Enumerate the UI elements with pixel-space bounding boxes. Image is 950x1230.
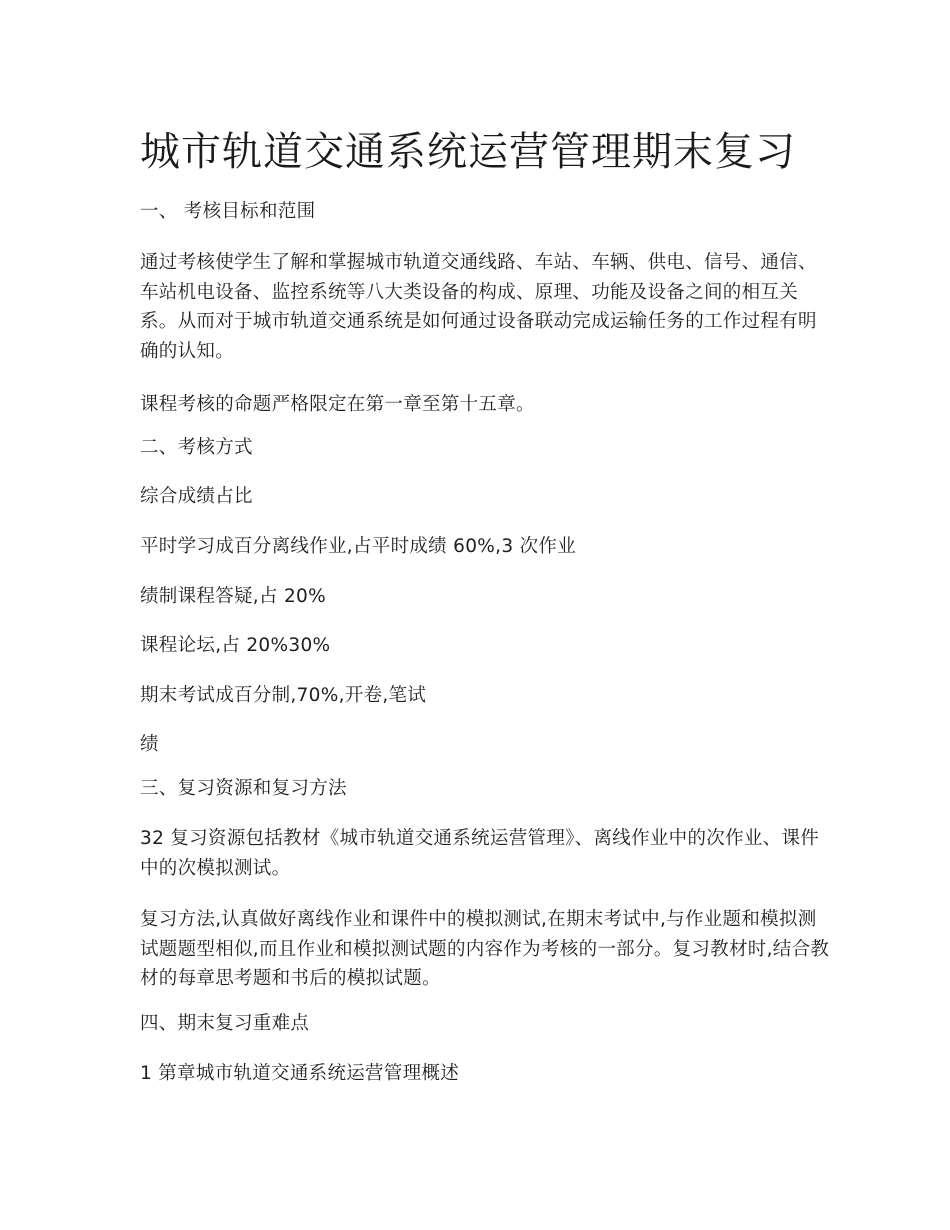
paragraph-homework: 平时学习成百分离线作业,占平时成绩 60%,3 次作业 — [140, 536, 577, 557]
paragraph-methods: 复习方法,认真做好离线作业和课件中的模拟测试,在期末考试中,与作业题和模拟测试题题型相似,而且作业和模拟测试题的内容作为考核的一部分。复习教材时,结合教材的每章思考题和书后的模拟试题。 — [140, 909, 830, 989]
section-heading-2: 二、考核方式 — [140, 437, 253, 458]
document-title: 城市轨道交通系统运营管理期末复习 — [140, 129, 796, 175]
paragraph-chapter-1: 1 第章城市轨道交通系统运营管理概述 — [140, 1063, 460, 1084]
section-heading-3: 三、复习资源和复习方法 — [140, 778, 347, 799]
section-heading-4: 四、期末复习重难点 — [140, 1013, 310, 1034]
paragraph-qa: 绩制课程答疑,占 20% — [140, 586, 326, 607]
paragraph-fragment: 绩 — [140, 734, 159, 755]
paragraph-score-ratio: 综合成绩占比 — [140, 486, 253, 507]
paragraph-resources: 32 复习资源包括教材《城市轨道交通系统运营管理》、离线作业中的次作业、课件中的次模拟测试。 — [140, 828, 820, 879]
paragraph-final-exam: 期末考试成百分制,70%,开卷,笔试 — [140, 685, 427, 706]
paragraph-objectives: 通过考核使学生了解和掌握城市轨道交通线路、车站、车辆、供电、信号、通信、车站机电设备、监控系统等八大类设备的构成、原理、功能及设备之间的相互关系。从而对于城市轨道交通系统是如何通过设备联动完成运输任务的工作过程有明确的认知。 — [140, 252, 817, 362]
paragraph-forum: 课程论坛,占 20%30% — [140, 635, 331, 656]
section-heading-1: 一、 考核目标和范围 — [140, 201, 316, 222]
paragraph-scope: 课程考核的命题严格限定在第一章至第十五章。 — [140, 394, 535, 415]
